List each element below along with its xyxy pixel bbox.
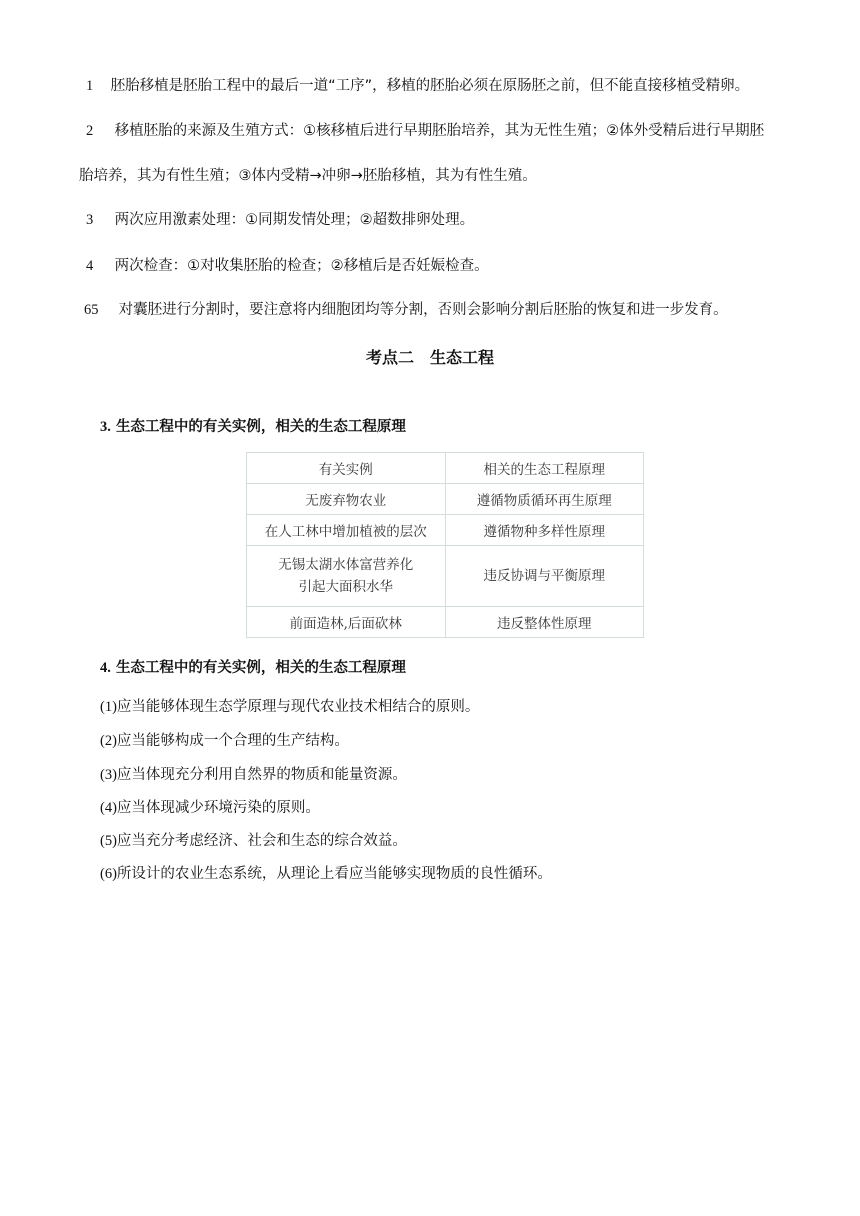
- note-text: 胚胎移植是胚胎工程中的最后一道“工序”，移植的胚胎必须在原肠胚之前，但不能直接移植受精卵。: [110, 78, 750, 94]
- table-header-example: 有关实例: [247, 453, 446, 484]
- list-item-text: 应当能够体现生态学原理与现代农业技术相结合的原则。: [116, 699, 480, 715]
- list-item-number: (2): [100, 733, 117, 749]
- list-item-number: (1): [100, 699, 117, 715]
- table-cell-example-line: 无锡太湖水体富营养化: [278, 557, 414, 573]
- note-text: 两次应用激素处理：①同期发情处理；②超数排卵处理。: [114, 212, 475, 228]
- note-2-continued: [79, 166, 537, 186]
- table-row: [247, 484, 644, 515]
- table-row: [247, 607, 644, 638]
- note-number: 4: [86, 258, 94, 274]
- table-cell-principle: 违反整体性原理: [445, 607, 644, 638]
- table-cell-example: 在人工林中增加植被的层次: [247, 515, 446, 546]
- principles-table: [246, 452, 644, 638]
- list-item-number: (3): [100, 767, 117, 783]
- table-cell-example-line: 引起大面积水华: [298, 579, 393, 595]
- subsection-number: 3.: [100, 419, 111, 435]
- table-row: [247, 546, 644, 607]
- list-item-text: 所设计的农业生态系统，从理论上看应当能够实现物质的良性循环。: [116, 866, 552, 882]
- table-cell-example: 前面造林,后面砍林: [247, 607, 446, 638]
- table-cell-principle: 违反协调与平衡原理: [445, 546, 644, 607]
- list-item-number: (6): [100, 866, 117, 882]
- list-item: [100, 829, 407, 850]
- list-item: [100, 695, 479, 716]
- note-number: 1: [86, 78, 94, 94]
- note-4: [86, 256, 489, 276]
- note-1: [86, 76, 749, 96]
- note-number: 65: [84, 302, 99, 318]
- subsection-text: 生态工程中的有关实例，相关的生态工程原理: [115, 660, 406, 676]
- list-item-text: 应当能够构成一个合理的生产结构。: [116, 733, 349, 749]
- list-item: [100, 796, 320, 817]
- subsection-text: 生态工程中的有关实例，相关的生态工程原理: [115, 419, 406, 435]
- note-2: [86, 121, 764, 141]
- subsection-4-heading: [100, 656, 406, 677]
- note-3: [86, 210, 474, 230]
- list-item-number: (5): [100, 833, 117, 849]
- note-text: 对囊胚进行分割时，要注意将内细胞团均等分割，否则会影响分割后胚胎的恢复和进一步发育。: [118, 302, 728, 318]
- table-cell-principle: 遵循物质循环再生原理: [445, 484, 644, 515]
- note-65: [84, 300, 728, 320]
- list-item-number: (4): [100, 800, 117, 816]
- table-header-row: [247, 453, 644, 484]
- note-text: 移植胚胎的来源及生殖方式：①核移植后进行早期胚胎培养，其为无性生殖；②体外受精后进行早期胚: [114, 123, 765, 139]
- list-item: [100, 862, 552, 883]
- list-item-text: 应当充分考虑经济、社会和生态的综合效益。: [116, 833, 407, 849]
- note-text: 两次检查：①对收集胚胎的检查；②移植后是否妊娠检查。: [114, 258, 489, 274]
- list-item: [100, 763, 407, 784]
- note-number: 2: [86, 123, 94, 139]
- list-item-text: 应当体现充分利用自然界的物质和能量资源。: [116, 767, 407, 783]
- note-number: 3: [86, 212, 94, 228]
- section-title: 考点二 生态工程: [365, 348, 494, 367]
- list-item-text: 应当体现减少环境污染的原则。: [116, 800, 320, 816]
- subsection-3-heading: [100, 415, 406, 436]
- table-cell-example: 无废弃物农业: [247, 484, 446, 515]
- list-item: [100, 729, 349, 750]
- subsection-number: 4.: [100, 660, 111, 676]
- table-row: [247, 515, 644, 546]
- table-cell-principle: 遵循物种多样性原理: [445, 515, 644, 546]
- table-header-principle: 相关的生态工程原理: [445, 453, 644, 484]
- table-cell-example: [247, 546, 446, 607]
- note-text-continued: 胎培养，其为有性生殖；③体内受精→冲卵→胚胎移植，其为有性生殖。: [79, 168, 537, 184]
